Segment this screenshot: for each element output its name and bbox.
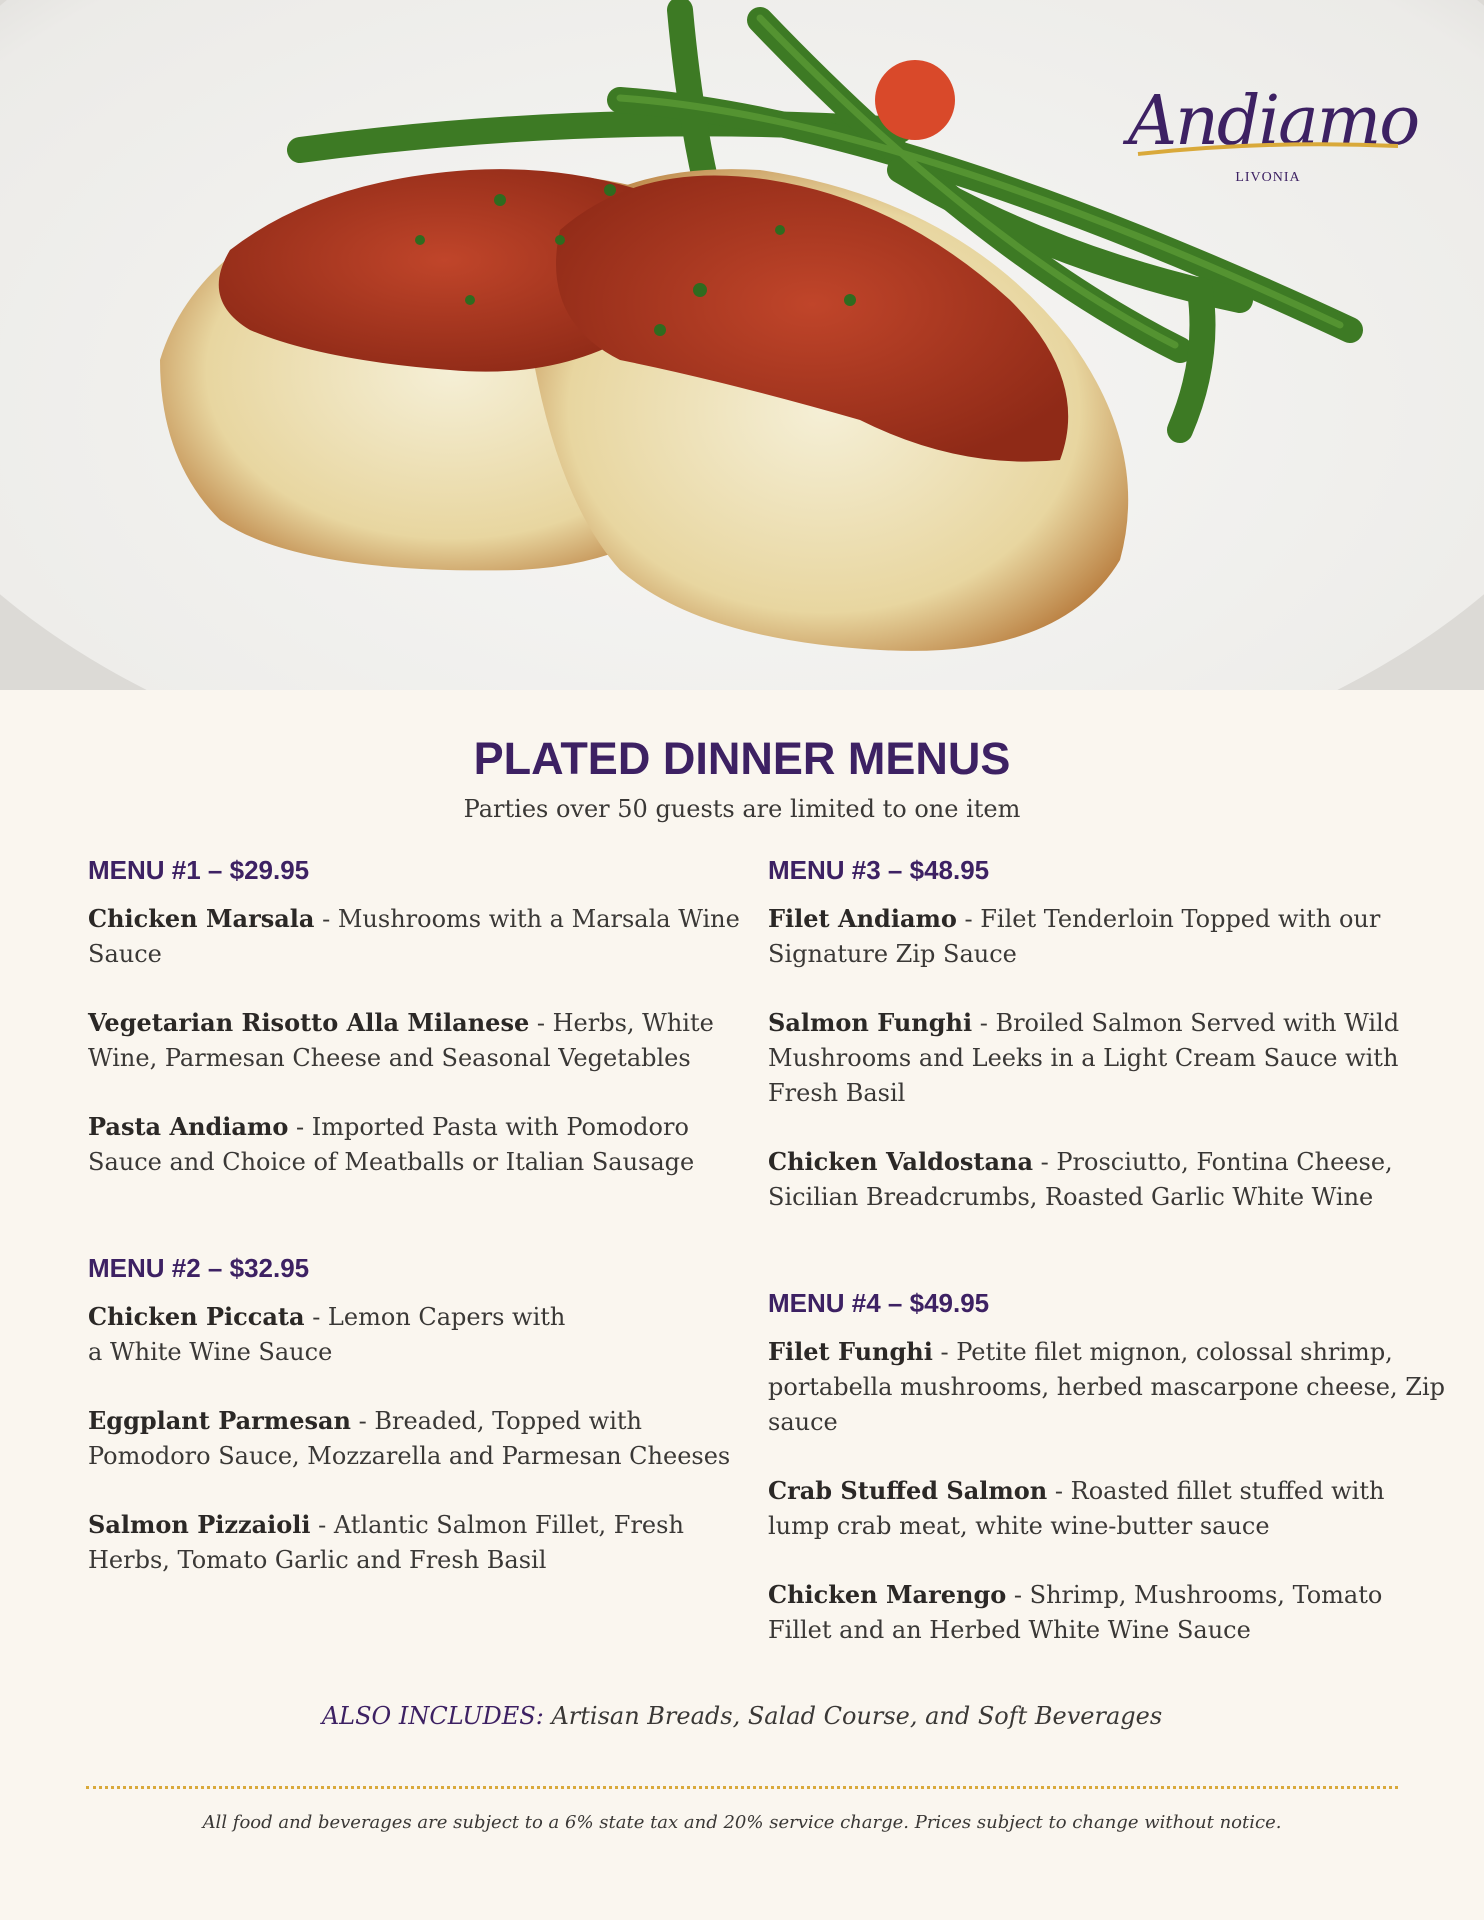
item-description: - Atlantic Salmon Fillet, Fresh Herbs, Tomato Garlic and Fresh Basil xyxy=(88,1511,684,1574)
item-description: - Breaded, Topped with Pomodoro Sauce, Mozzarella and Parmesan Cheeses xyxy=(88,1407,731,1470)
item-description: - Filet Tenderloin Topped with our Signature Zip Sauce xyxy=(768,905,1381,968)
item-name: Salmon Funghi xyxy=(768,1008,973,1037)
item-description: - Mushrooms with a Marsala Wine Sauce xyxy=(88,905,740,968)
menu-item xyxy=(768,901,1448,972)
item-name: Filet Funghi xyxy=(768,1337,933,1366)
menu-heading: MENU #2 – $32.95 xyxy=(88,1253,310,1283)
dotted-divider xyxy=(86,1786,1398,1789)
item-description: - Prosciutto, Fontina Cheese, Sicilian Breadcrumbs, Roasted Garlic White Wine xyxy=(768,1148,1393,1211)
item-description: - Shrimp, Mushrooms, Tomato Fillet and an Herbed White Wine Sauce xyxy=(768,1581,1383,1644)
menu-4 xyxy=(768,1288,1448,1648)
menu-item xyxy=(88,901,768,972)
item-name: Pasta Andiamo xyxy=(88,1112,289,1141)
item-name: Chicken Piccata xyxy=(88,1302,305,1331)
andiamo-logo xyxy=(1128,78,1419,198)
logo-location: LIVONIA xyxy=(1235,170,1301,185)
item-name: Vegetarian Risotto Alla Milanese xyxy=(88,1008,530,1037)
item-name: Filet Andiamo xyxy=(768,904,957,933)
also-includes xyxy=(0,1702,1484,1730)
menu-item xyxy=(88,1109,768,1180)
item-description: - Broiled Salmon Served with Wild Mushrooms and Leeks in a Light Cream Sauce with Fresh Basil xyxy=(768,1009,1400,1107)
menu-3 xyxy=(768,855,1448,1215)
menu-item xyxy=(88,1507,768,1578)
hero-photo xyxy=(0,0,1484,690)
item-description: - Herbs, White Wine, Parmesan Cheese and Seasonal Vegetables xyxy=(88,1009,714,1072)
menu-item xyxy=(768,1144,1448,1215)
logo-wordmark: Andiamo xyxy=(1128,82,1419,161)
also-includes-lead: ALSO INCLUDES: xyxy=(321,1702,544,1730)
menu-heading: MENU #1 – $29.95 xyxy=(88,855,310,885)
menu-item xyxy=(768,1577,1448,1648)
menu-1 xyxy=(88,855,768,1180)
item-description: - Imported Pasta with Pomodoro Sauce and Choice of Meatballs or Italian Sausage xyxy=(88,1113,695,1176)
item-description: - Petite filet mignon, colossal shrimp, portabella mushrooms, herbed mascarpone cheese, Zip sauce xyxy=(768,1338,1445,1436)
also-includes-text: Artisan Breads, Salad Course, and Soft Beverages xyxy=(543,1702,1163,1730)
menu-2 xyxy=(88,1253,768,1578)
footer-disclaimer: All food and beverages are subject to a 6% state tax and 20% service charge. Prices subject to change without notice. xyxy=(202,1812,1282,1833)
item-description: - Lemon Capers with a White Wine Sauce xyxy=(88,1303,566,1366)
item-name: Crab Stuffed Salmon xyxy=(768,1476,1048,1505)
menu-item xyxy=(88,1005,768,1076)
menu-item xyxy=(768,1005,1448,1111)
menu-item xyxy=(88,1403,768,1474)
item-name: Chicken Marsala xyxy=(88,904,315,933)
menu-item xyxy=(768,1334,1448,1440)
page-title: PLATED DINNER MENUS xyxy=(473,733,1011,784)
item-name: Salmon Pizzaioli xyxy=(88,1510,311,1539)
item-name: Chicken Marengo xyxy=(768,1580,1007,1609)
item-description: - Roasted fillet stuffed with lump crab meat, white wine-butter sauce xyxy=(768,1477,1385,1540)
menu-item xyxy=(768,1473,1448,1544)
menu-item xyxy=(88,1299,568,1370)
item-name: Eggplant Parmesan xyxy=(88,1406,351,1435)
menu-heading: MENU #3 – $48.95 xyxy=(768,855,990,885)
logo-swoosh xyxy=(1128,138,1408,158)
menu-heading: MENU #4 – $49.95 xyxy=(768,1288,990,1318)
page-subtitle: Parties over 50 guests are limited to one item xyxy=(463,795,1021,823)
item-name: Chicken Valdostana xyxy=(768,1147,1034,1176)
